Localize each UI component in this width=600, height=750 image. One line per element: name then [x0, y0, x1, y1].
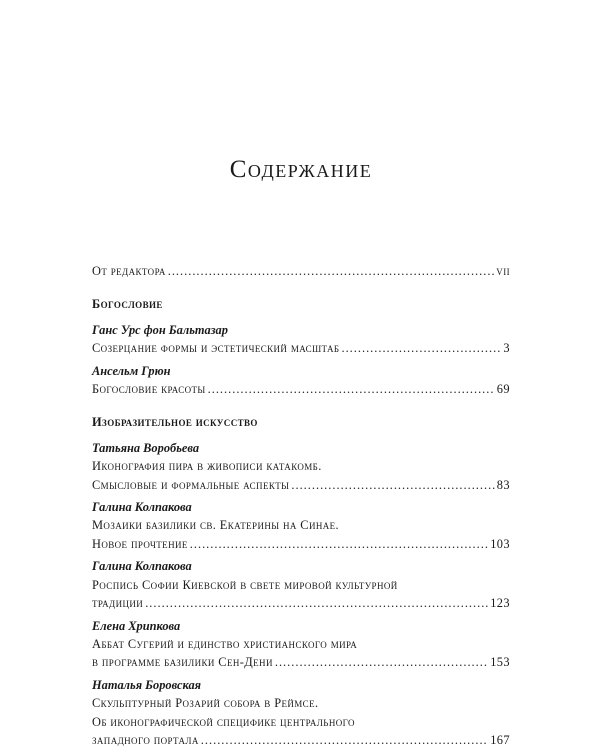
- entry-author: Наталья Боровская: [92, 677, 202, 692]
- entry-title-line: [92, 535, 510, 553]
- entry-title: Смысловые и формальные аспекты: [92, 477, 290, 492]
- entry-author: Галина Колпакова: [92, 559, 192, 574]
- entry-title: Богословие красоты: [92, 382, 206, 397]
- page-number: 3: [503, 341, 510, 356]
- page-number: vii: [496, 264, 510, 278]
- entry-title-line: [92, 653, 510, 671]
- entry-title: традиции: [92, 596, 144, 611]
- table-of-contents: [92, 262, 510, 749]
- dot-leader: [168, 262, 495, 280]
- toc-entry: [92, 557, 510, 612]
- entry-title-line: [92, 731, 510, 749]
- entry-title-line: [92, 380, 510, 398]
- entry-title: в программе базилики Сен-Дени: [92, 655, 273, 670]
- page-number: 123: [490, 596, 510, 611]
- page-number: 83: [496, 477, 510, 492]
- entry-author: Ансельм Грюн: [92, 363, 171, 378]
- dot-leader: [275, 653, 488, 671]
- entry-title-line: Скульптурный Розарий собора в Реймсе.: [92, 696, 319, 711]
- entry-author: Ганс Урс фон Бальтазар: [92, 322, 228, 337]
- toc-page: [92, 0, 510, 750]
- entry-title: Новое прочтение: [92, 536, 188, 551]
- page-number: 153: [490, 655, 510, 670]
- entry-title-line: [92, 476, 510, 494]
- dot-leader: [341, 339, 501, 357]
- page-title: Содержание: [229, 156, 373, 183]
- entry-title-line: Об иконографической специфике центрального: [92, 714, 355, 729]
- toc-entry: [92, 498, 510, 553]
- dot-leader: [208, 380, 495, 398]
- dot-leader: [201, 731, 488, 749]
- toc-entry: [92, 439, 510, 494]
- entry-title-line: [92, 594, 510, 612]
- section-heading: Богословие: [92, 297, 163, 312]
- toc-sections: [92, 295, 510, 749]
- toc-entry: [92, 362, 510, 399]
- toc-entry: [92, 676, 510, 750]
- section-heading: Изобразительное искусство: [92, 415, 258, 430]
- entry-title-line: Мозаики базилики св. Екатерины на Синае.: [92, 518, 340, 533]
- entry-title: Созерцание формы и эстетический масштаб: [92, 341, 340, 356]
- toc-entry: [92, 321, 510, 358]
- entry-author: Татьяна Воробьева: [92, 440, 200, 455]
- toc-entry-editor: [92, 262, 510, 280]
- entry-title-line: Роспись Софии Киевской в свете мировой культурной: [92, 577, 398, 592]
- entry-author: Елена Хрипкова: [92, 618, 181, 633]
- entry-title-line: Иконография пира в живописи катакомб.: [92, 459, 322, 474]
- page-number: 69: [496, 382, 510, 397]
- dot-leader: [291, 476, 494, 494]
- entry-title: западного портала: [92, 732, 199, 747]
- entry-author: Галина Колпакова: [92, 500, 192, 515]
- entry-title-line: Аббат Сугерий и единство христианского мира: [92, 636, 358, 651]
- page-number: 167: [490, 732, 510, 747]
- entry-title-line: [92, 339, 510, 357]
- page-number: 103: [490, 536, 510, 551]
- toc-entry: [92, 617, 510, 672]
- dot-leader: [190, 535, 488, 553]
- entry-title: От редактора: [92, 264, 166, 278]
- dot-leader: [145, 594, 488, 612]
